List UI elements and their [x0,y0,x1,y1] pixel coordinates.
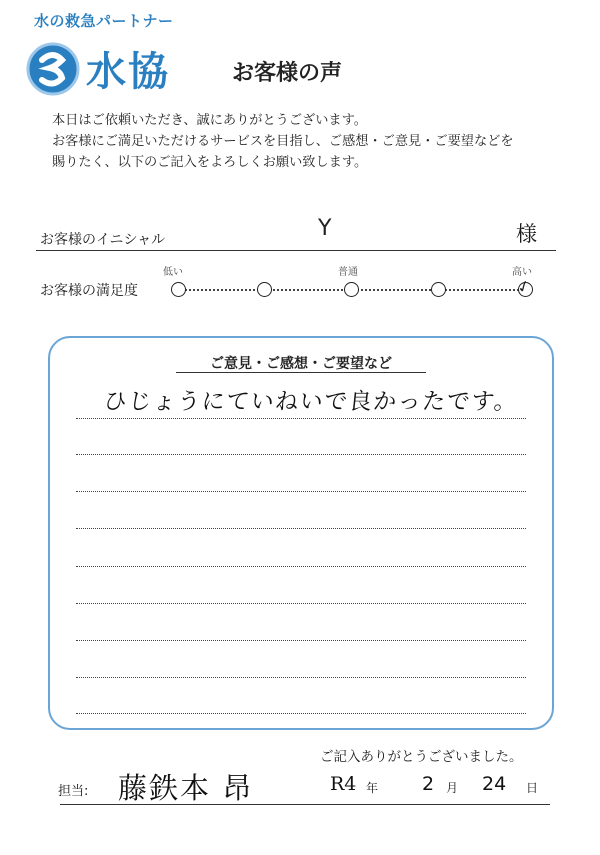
scale-low-label: 低い [163,267,183,278]
month-suffix: 月 [446,781,459,795]
satisfaction-option-3[interactable] [344,282,359,297]
satisfaction-label: お客様の満足度 [40,283,138,299]
initial-field[interactable]: Y [318,216,332,241]
date-year: R4 [330,773,357,795]
day-suffix: 日 [526,781,539,795]
satisfaction-option-1[interactable] [171,282,186,297]
ruled-line [76,528,526,529]
honorific-suffix: 様 [516,222,537,246]
year-suffix: 年 [366,781,379,795]
brand-logo-text: 水協 [86,48,170,95]
ruled-line [76,677,526,678]
scale-mid-label: 普通 [338,267,358,278]
staff-label: 担当: [58,784,89,799]
ruled-line [76,418,526,419]
date-day: 24 [482,773,507,795]
ruled-line [76,713,526,714]
intro-paragraph [52,110,572,173]
initial-underline [36,250,556,251]
ruled-line [76,640,526,641]
comment-title-underline [176,372,426,373]
date-month: 2 [422,773,435,795]
staff-name-handwritten: 藤鉄本 昂 [118,771,254,805]
ruled-line [76,566,526,567]
handwritten-comment: ひじょうにていねいで良かったです。 [102,389,520,415]
ruled-line [76,491,526,492]
tagline: 水の救急パートナー [34,12,174,30]
satisfaction-option-2[interactable] [257,282,272,297]
form-title: お客様の声 [232,61,343,86]
comment-box-title: ご意見・ご感想・ご要望など [210,356,392,372]
initial-label: お客様のイニシャル [40,232,166,248]
water-drop-logo-icon [26,42,80,96]
thanks-message: ご記入ありがとうございました。 [320,749,523,765]
intro-line: お客様にご満足いただけるサービスを目指し、ご感想・ご意見・ご要望などを [52,134,514,149]
check-mark-icon: ✓ [514,275,534,298]
scale-high-label: 高い [512,267,532,278]
intro-line: 本日はご依頼いただき、誠にありがとうございます。 [52,113,367,128]
footer-underline [60,804,550,805]
satisfaction-option-4[interactable] [431,282,446,297]
ruled-line [76,603,526,604]
ruled-line [76,454,526,455]
intro-line: 賜りたく、以下のご記入をよろしくお願い致します。 [52,155,368,170]
